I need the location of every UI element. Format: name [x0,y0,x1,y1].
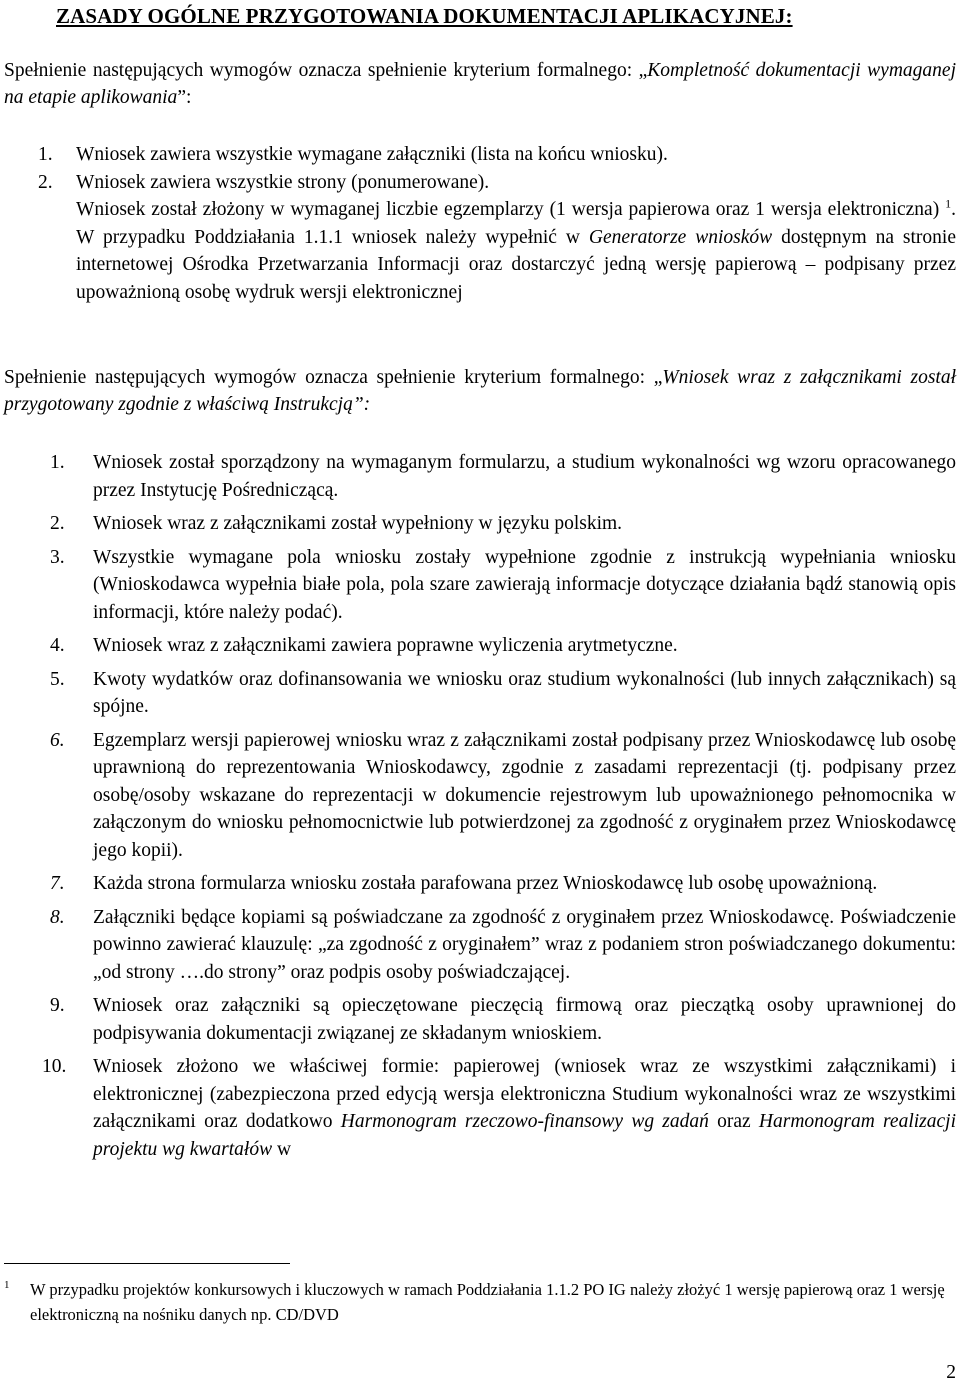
list-item-text: Kwoty wydatków oraz dofinansowania we wniosku oraz studium wykonalności (lub innych załącznikach) są spójne. [93,668,956,717]
list-item-number: 9. [50,995,65,1016]
list-item-text: Każda strona formularza wniosku została parafowana przez Wnioskodawcę lub osobę upoważnioną. [93,873,878,894]
list-item [50,904,956,987]
list-item-number: 7. [50,873,65,894]
section2-intro-italic: Wniosek wraz z załącznikami został przygotowany zgodnie z właściwą Instrukcją [4,367,956,415]
list-item-text-part: Wniosek został złożony w wymaganej liczbie egzemplarzy (1 wersja papierowa oraz 1 wersja elektroniczna) [76,199,946,220]
list-item-text: Załączniki będące kopiami są poświadczane za zgodność z oryginałem przez Wnioskodawcę. Poświadczenie powinno zawierać klauzulę: „za zgodność z oryginałem” wraz z podaniem stron poświadczanego dokumentu: „od strony ….do strony” oraz podpis osoby poświadczającej. [93,906,956,983]
section2-intro-end: ”: [352,394,371,415]
list-item-text-part: . W przypadku Poddziałania 1.1.1 wniosek należy wypełnić w [76,199,956,248]
section1-intro-italic: Kompletność dokumentacji wymaganej na etapie aplikowania [4,60,956,108]
list-item [50,992,956,1047]
section2-intro-text: Spełnienie następujących wymogów oznacza spełnienie kryterium formalnego: „ [4,367,663,388]
list-item [38,196,956,306]
list-item-text-part: oraz [708,1111,759,1132]
page-title: ZASADY OGÓLNE PRZYGOTOWANIA DOKUMENTACJI APLIKACYJNEJ: [56,4,793,28]
list-item [38,169,956,197]
section1-intro-text: Spełnienie następujących wymogów oznacza spełnienie kryterium formalnego: „ [4,60,648,81]
list-item-text: Wniosek został sporządzony na wymaganym formularzu, a studium wykonalności wg wzoru opracowanego przez Instytucję Pośredniczącą. [93,452,956,501]
list-item-text [93,1053,956,1163]
list-item [50,870,956,898]
list-item-number: 5. [50,668,65,690]
footnote-reference: 1 [945,196,952,211]
list-item-text: Wniosek wraz z załącznikami został wypełniony w języku polskim. [93,513,623,534]
section1-intro [4,57,956,111]
section1-intro-end: ”: [177,87,192,108]
list-item-text-italic: Harmonogram realizacji projektu wg kwartałów [93,1111,956,1160]
list-item-text: Wniosek zawiera wszystkie wymagane załączniki (lista na końcu wniosku). [76,144,668,165]
list-item-text: Egzemplarz wersji papierowej wniosku wraz z załącznikami został podpisany przez Wnioskodawcę lub osobę uprawnioną do reprezentowania Wnioskodawcy, zgodnie z zasadami reprezentacji (tj. podpisany przez osobę/osoby wskazane do reprezentacji w dokumencie rejestrowym lub upoważnionego pełnomocnika w załączonym do wniosku pełnomocnictwie lub potwierdzonej za zgodność z oryginałem przez Wnioskodawcę jego kopii). [93,729,956,861]
list-item [50,449,956,504]
list-item-text-italic: Harmonogram rzeczowo-finansowy wg zadań [340,1111,709,1132]
list-item-text-part: Wniosek złożono we właściwej formie: papierowej (wniosek wraz ze wszystkimi załącznikami) i elektronicznej (zabezpieczona przed edycją wersja elektroniczna Studium wykonalności wraz ze wszystkimi załącznikami oraz dodatkowo [93,1056,956,1132]
list-item-text-part: w [272,1138,292,1160]
list-item-number: 1. [38,144,53,165]
list-item-number: 1. [50,452,65,473]
list-item-number: 10. [42,1056,67,1077]
section2-intro [4,364,956,418]
list-item-text: Wszystkie wymagane pola wniosku zostały wypełnione zgodnie z instrukcją wypełniania wniosku (Wnioskodawca wypełnia białe pola, pola szare zawierają informacje dotyczące działania bądź stanowią opis informacji, które należy podać). [93,546,956,623]
list-item-number: 8. [50,906,65,928]
list-item [50,727,956,865]
list-item-text [76,196,956,306]
section2-list [42,449,956,1169]
footnote-number: 1 [4,1279,10,1291]
list-item-number: 6. [50,729,65,751]
list-item-number: 2. [38,171,53,193]
list-item-text: Wniosek wraz z załącznikami zawiera poprawne wyliczenia arytmetyczne. [93,635,678,656]
list-item-number: 4. [50,635,65,656]
list-item [50,666,956,721]
list-item [50,632,956,660]
list-item-text-part: dostępnym na stronie internetowej Ośrodka Przetwarzania Informacji oraz dostarczyć jedną wersję papierową – podpisany przez upoważnioną osobę wydruk wersji elektronicznej [76,226,956,303]
footnote [4,1277,956,1327]
section1-list [38,141,956,306]
list-item-number: 2. [50,513,65,534]
list-item-text: Wniosek zawiera wszystkie strony (ponumerowane). [76,171,490,193]
list-item [38,141,956,169]
footnote-separator [4,1263,290,1264]
footnote-text: W przypadku projektów konkursowych i kluczowych w ramach Poddziałania 1.1.2 PO IG należy złożyć 1 wersję papierową oraz 1 wersję elektroniczną na nośniku danych np. CD/DVD [30,1280,945,1324]
list-item [50,544,956,627]
list-item-text-italic: Generatorze wniosków [588,226,773,248]
list-item-number: 3. [50,546,65,568]
list-item [50,510,956,538]
list-item [42,1053,956,1163]
page-number: 2 [946,1362,956,1383]
list-item-text: Wniosek oraz załączniki są opieczętowane pieczęcią firmową oraz pieczątką osoby uprawnionej do podpisywania dokumentacji związanej ze składanym wnioskiem. [93,995,956,1044]
